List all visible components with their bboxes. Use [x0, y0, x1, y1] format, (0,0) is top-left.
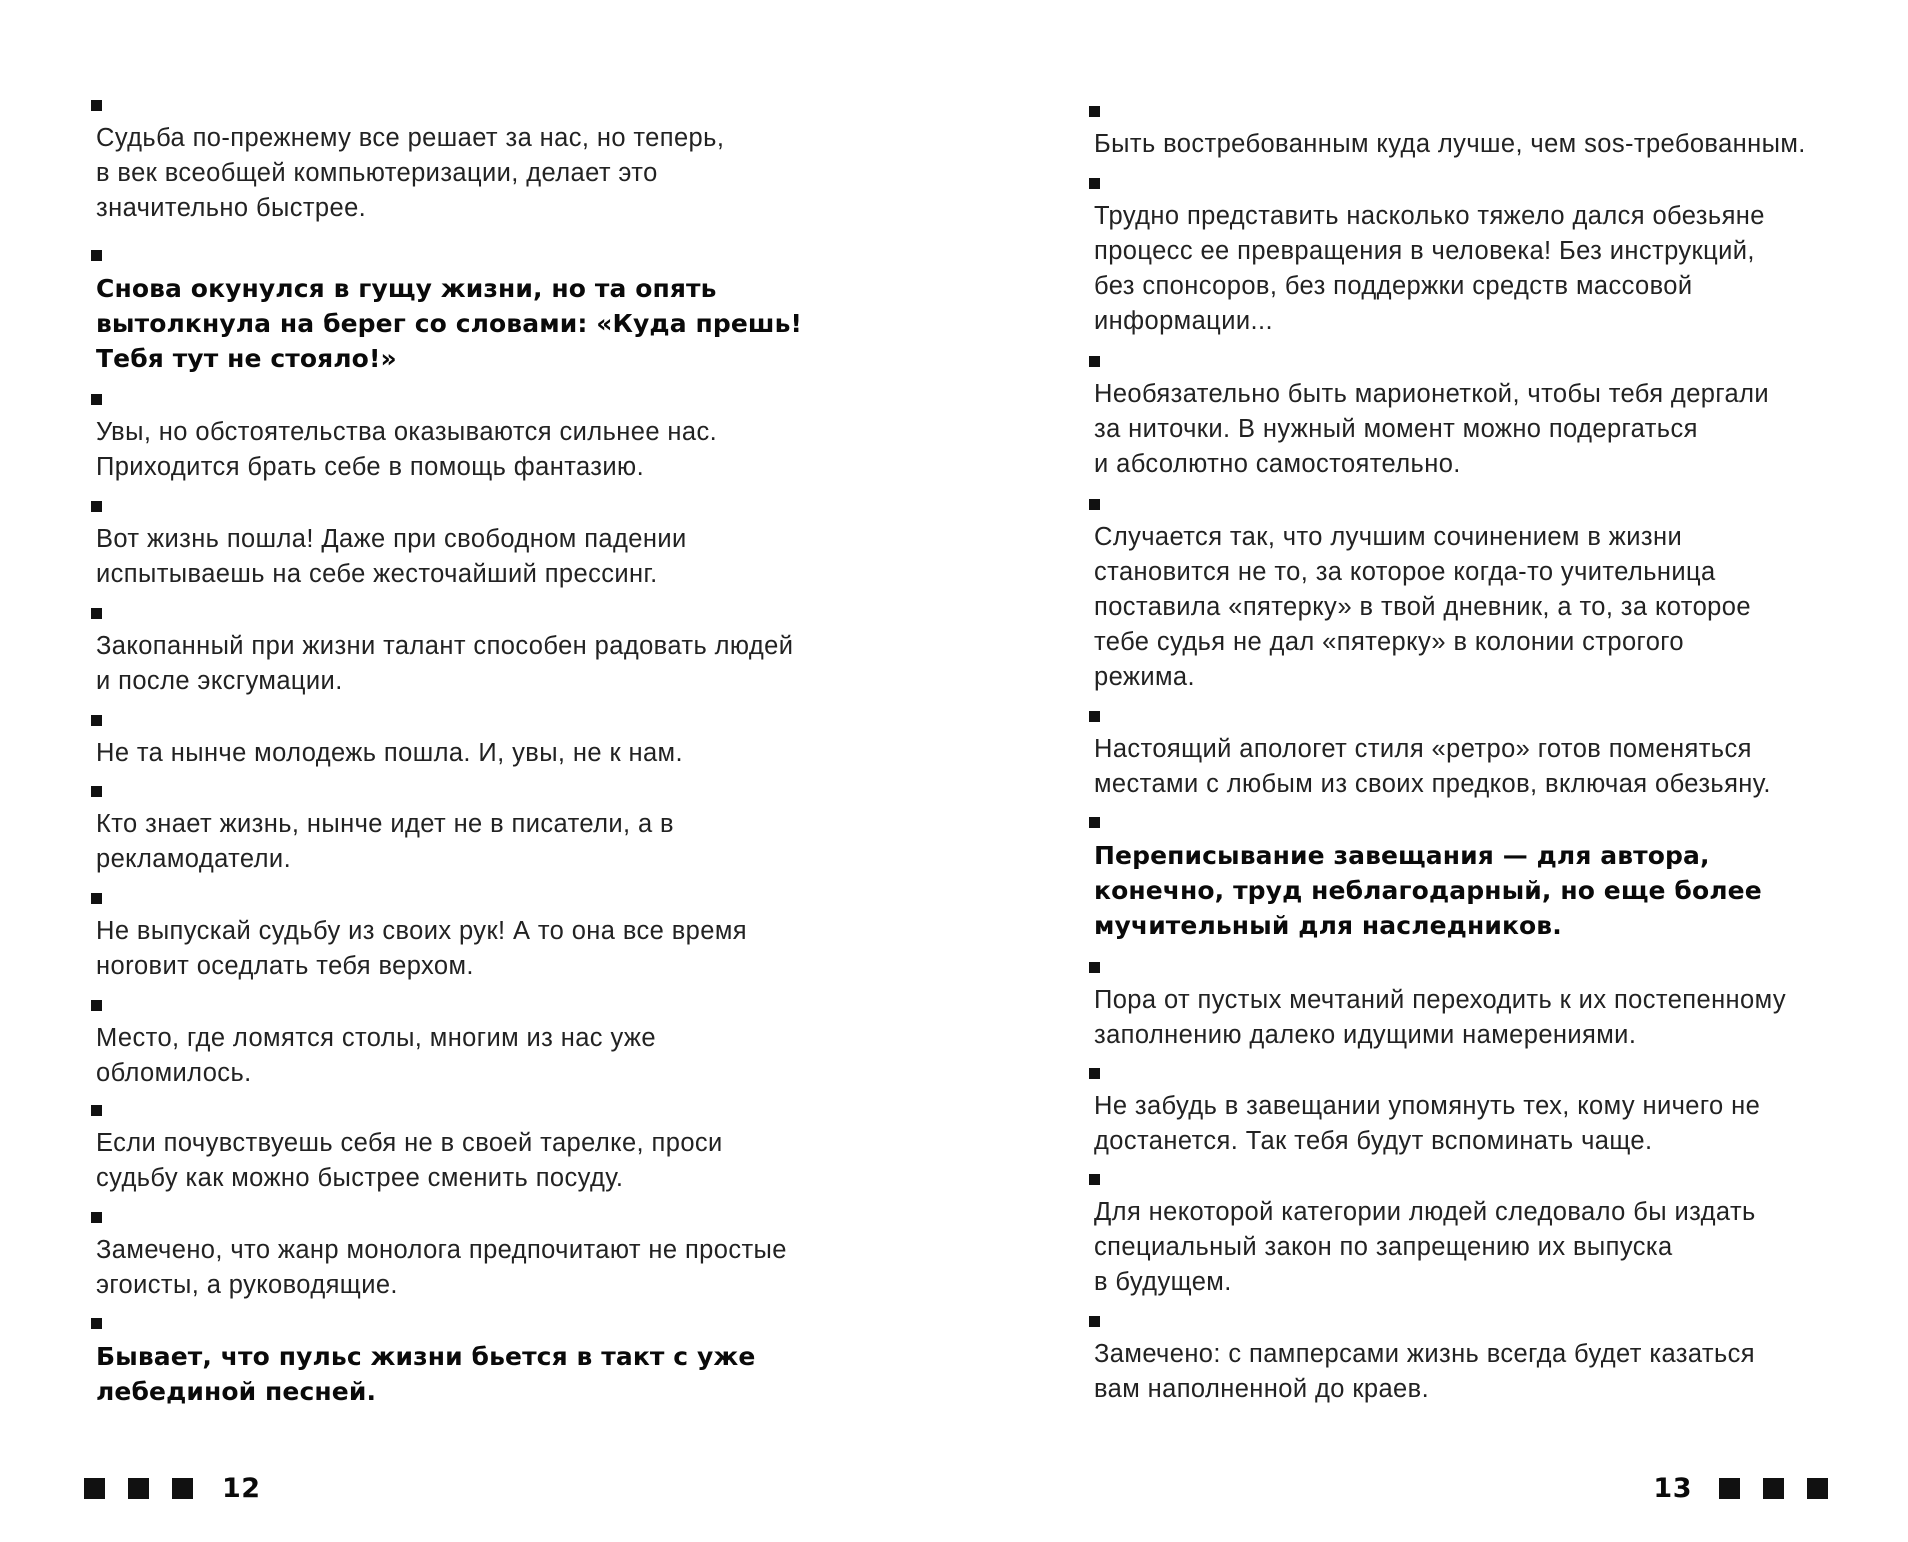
aphorism-entry — [1094, 1174, 1864, 1300]
aphorism-entry — [1094, 178, 1864, 339]
aphorism-text-bold: Снова окунулся в гущу жизни, но та опять вытолкнула на берег со словами: «Куда прешь! Тебя тут не стояло!» — [96, 274, 802, 373]
bullet-square-icon — [91, 250, 102, 261]
aphorism-entry — [1094, 817, 1864, 943]
aphorism-text-bold: Бывает, что пульс жизни бьется в такт с уже лебединой песней. — [96, 1342, 756, 1406]
aphorism-text: Судьба по-прежнему все решает за нас, но теперь, в век всеобщей компьютеризации, делает это значительно быстрее. — [96, 124, 725, 222]
aphorism-text: Трудно представить насколько тяжело дался обезьяне процесс ее превращения в человека! Без инструкций, без спонсоров, без поддержки средств массовой информации... — [1094, 202, 1765, 335]
bullet-square-icon — [1089, 962, 1100, 973]
page-footer — [1653, 1473, 1828, 1504]
aphorism-text: Быть востребованным куда лучше, чем sos-требованным. — [1094, 130, 1806, 158]
bullet-square-icon — [1089, 106, 1100, 117]
aphorism-text: Не выпускай судьбу из своих рук! А то она все время нorовит оседлать тебя верхом. — [96, 917, 747, 980]
page-footer — [84, 1473, 261, 1504]
aphorism-text-bold: Переписывание завещания — для автора, конечно, труд неблагодарный, но еще более мучительный для наследников. — [1094, 841, 1762, 940]
bullet-square-icon — [91, 100, 102, 111]
bullet-square-icon — [1089, 178, 1100, 189]
aphorism-entry — [96, 1000, 876, 1091]
footer-square-icon — [1763, 1478, 1784, 1499]
aphorism-text: Случается так, что лучшим сочинением в жизни становится не то, за которое когда-то учительница поставила «пятерку» в твой дневник, а то, за которое тебе судья не дал «пятерку» в колонии строгого режима. — [1094, 523, 1751, 691]
aphorism-entry — [96, 715, 876, 771]
aphorism-entry — [96, 1105, 876, 1196]
aphorism-text: Вот жизнь пошла! Даже при свободном падении испытываешь на себе жесточайший прессинг. — [96, 525, 687, 588]
aphorism-entry — [96, 893, 876, 984]
aphorism-entry — [96, 1212, 876, 1303]
aphorism-entry — [1094, 962, 1864, 1053]
aphorism-text: Замечено: с памперсами жизнь всегда будет казаться вам наполненной до краев. — [1094, 1340, 1755, 1403]
right-page — [954, 0, 1908, 1542]
bullet-square-icon — [1089, 1068, 1100, 1079]
aphorism-entry — [1094, 106, 1864, 162]
aphorism-entry — [1094, 1068, 1864, 1159]
bullet-square-icon — [91, 608, 102, 619]
aphorism-text: Необязательно быть марионеткой, чтобы тебя дергали за ниточки. В нужный момент можно подергаться и абсолютно самостоятельно. — [1094, 380, 1770, 478]
bullet-square-icon — [1089, 356, 1100, 367]
bullet-square-icon — [91, 893, 102, 904]
bullet-square-icon — [1089, 817, 1100, 828]
aphorism-entry — [96, 394, 876, 485]
aphorism-text: Пора от пустых мечтаний переходить к их постепенному заполнению далеко идущими намерениями. — [1094, 986, 1786, 1049]
bullet-square-icon — [1089, 1316, 1100, 1327]
aphorism-text: Закопанный при жизни талант способен радовать людей и после эксгумации. — [96, 632, 794, 695]
aphorism-entry — [1094, 356, 1864, 482]
bullet-square-icon — [91, 1000, 102, 1011]
aphorism-text: Кто знает жизнь, нынче идет не в писатели, а в рекламодатели. — [96, 810, 675, 873]
page-number: 12 — [222, 1473, 261, 1504]
footer-square-icon — [1807, 1478, 1828, 1499]
aphorism-text: Если почувствуешь себя не в своей тарелке, проси судьбу как можно быстрее сменить посуду. — [96, 1129, 723, 1192]
footer-square-icon — [172, 1478, 193, 1499]
bullet-square-icon — [1089, 1174, 1100, 1185]
aphorism-text: Замечено, что жанр монолога предпочитают не простые эгоисты, а руководящие. — [96, 1236, 787, 1299]
bullet-square-icon — [91, 1105, 102, 1116]
footer-square-icon — [128, 1478, 149, 1499]
aphorism-text: Для некоторой категории людей следовало бы издать специальный закон по запрещению их выпуска в будущем. — [1094, 1198, 1756, 1296]
aphorism-text: Место, где ломятся столы, многим из нас уже обломилось. — [96, 1024, 656, 1087]
aphorism-entry — [96, 501, 876, 592]
bullet-square-icon — [1089, 499, 1100, 510]
aphorism-entry — [1094, 499, 1864, 695]
aphorism-entry — [96, 100, 876, 226]
bullet-square-icon — [91, 1212, 102, 1223]
footer-square-icon — [84, 1478, 105, 1499]
footer-square-icon — [1719, 1478, 1740, 1499]
aphorism-text: Не забудь в завещании упомянуть тех, кому ничего не достанется. Так тебя будут вспоминать чаще. — [1094, 1092, 1761, 1155]
aphorism-text: Не та нынче молодежь пошла. И, увы, не к нам. — [96, 739, 683, 767]
aphorism-entry — [96, 250, 876, 376]
aphorism-text: Настоящий апологет стиля «ретро» готов поменяться местами с любым из своих предков, включая обезьяну. — [1094, 735, 1771, 798]
bullet-square-icon — [91, 1318, 102, 1329]
aphorism-entry — [1094, 1316, 1864, 1407]
aphorism-entry — [96, 1318, 876, 1409]
aphorism-text: Увы, но обстоятельства оказываются сильнее нас. Приходится брать себе в помощь фантазию. — [96, 418, 718, 481]
bullet-square-icon — [91, 715, 102, 726]
aphorism-entry — [1094, 711, 1864, 802]
bullet-square-icon — [1089, 711, 1100, 722]
bullet-square-icon — [91, 501, 102, 512]
aphorism-entry — [96, 608, 876, 699]
bullet-square-icon — [91, 394, 102, 405]
aphorism-entry — [96, 786, 876, 877]
bullet-square-icon — [91, 786, 102, 797]
page-number: 13 — [1653, 1473, 1692, 1504]
